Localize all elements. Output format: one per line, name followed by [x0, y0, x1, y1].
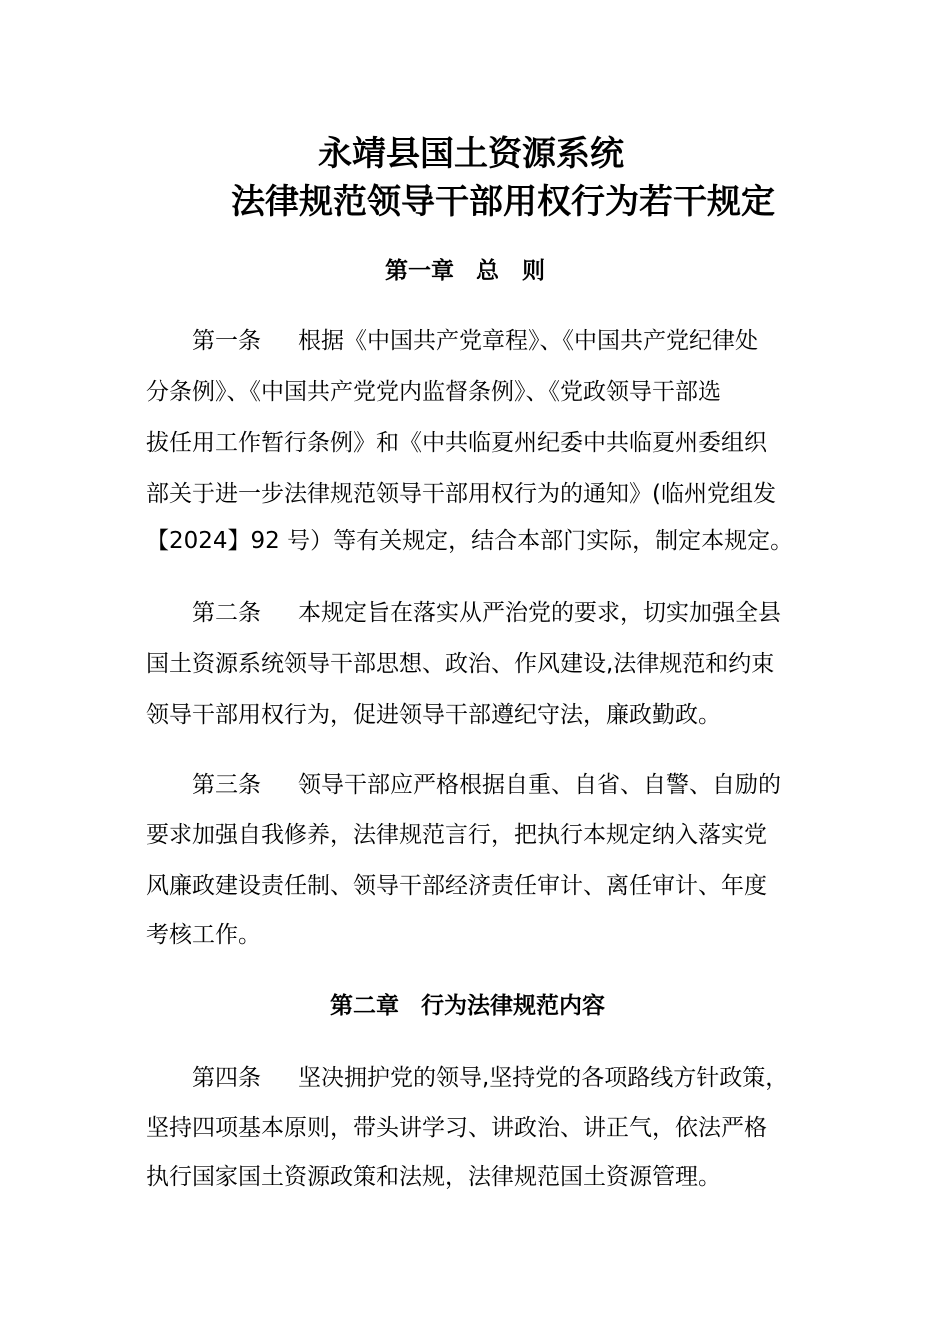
article-4-line-1	[192, 1063, 788, 1093]
chapter-2-name: 行为法律规范内容	[421, 993, 605, 1019]
article-1-line-3: 拔任用工作暂行条例》和《中共临夏州纪委中共临夏州委组织	[146, 430, 767, 456]
article-2-line-1	[192, 598, 781, 628]
article-3-text-1: 领导干部应严格根据自重、自省、自警、自励的	[298, 772, 781, 798]
article-2-text-1: 本规定旨在落实从严治党的要求，切实加强全县	[298, 600, 781, 626]
article-1-line-5: 【2024】92 号）等有关规定，结合本部门实际，制定本规定。	[146, 528, 794, 554]
article-3-line-2: 要求加强自我修养，法律规范言行，把执行本规定纳入落实党	[146, 822, 767, 848]
article-4-line-2: 坚持四项基本原则，带头讲学习、讲政治、讲正气，依法严格	[146, 1115, 767, 1141]
article-1-number: 第一条	[192, 328, 261, 354]
article-1-line-2: 分条例》、《中国共产党党内监督条例》、《党政领导干部选	[146, 379, 721, 405]
article-3-line-3: 风廉政建设责任制、领导干部经济责任审计、离任审计、年度	[146, 873, 767, 899]
article-3-line-4: 考核工作。	[146, 922, 261, 948]
article-4-text-1: 坚决拥护党的领导,坚持党的各项路线方针政策，	[298, 1065, 789, 1091]
chapter-1-number: 第一章	[385, 258, 454, 284]
article-2-number: 第二条	[192, 600, 261, 626]
article-2-line-2: 国土资源系统领导干部思想、政治、作风建设,法律规范和约束	[146, 651, 775, 677]
article-1-line-1	[192, 326, 758, 356]
article-1-line-4: 部关于进一步法律规范领导干部用权行为的通知》(临州党组发	[146, 481, 776, 507]
chapter-2-heading	[330, 992, 605, 1020]
article-4-number: 第四条	[192, 1065, 261, 1091]
chapter-1-heading	[385, 257, 545, 285]
article-1-text-1: 根据《中国共产党章程》、《中国共产党纪律处	[298, 328, 758, 354]
article-2-line-3: 领导干部用权行为，促进领导干部遵纪守法，廉政勤政。	[146, 702, 721, 728]
chapter-1-name: 总 则	[476, 258, 545, 284]
article-4-line-3: 执行国家国土资源政策和法规，法律规范国土资源管理。	[146, 1164, 721, 1190]
chapter-2-number: 第二章	[330, 993, 399, 1019]
article-3-number: 第三条	[192, 772, 261, 798]
document-title-line-2: 法律规范领导干部用权行为若干规定	[231, 182, 775, 222]
article-3-line-1	[192, 770, 781, 800]
document-title-line-1: 永靖县国土资源系统	[318, 134, 624, 174]
